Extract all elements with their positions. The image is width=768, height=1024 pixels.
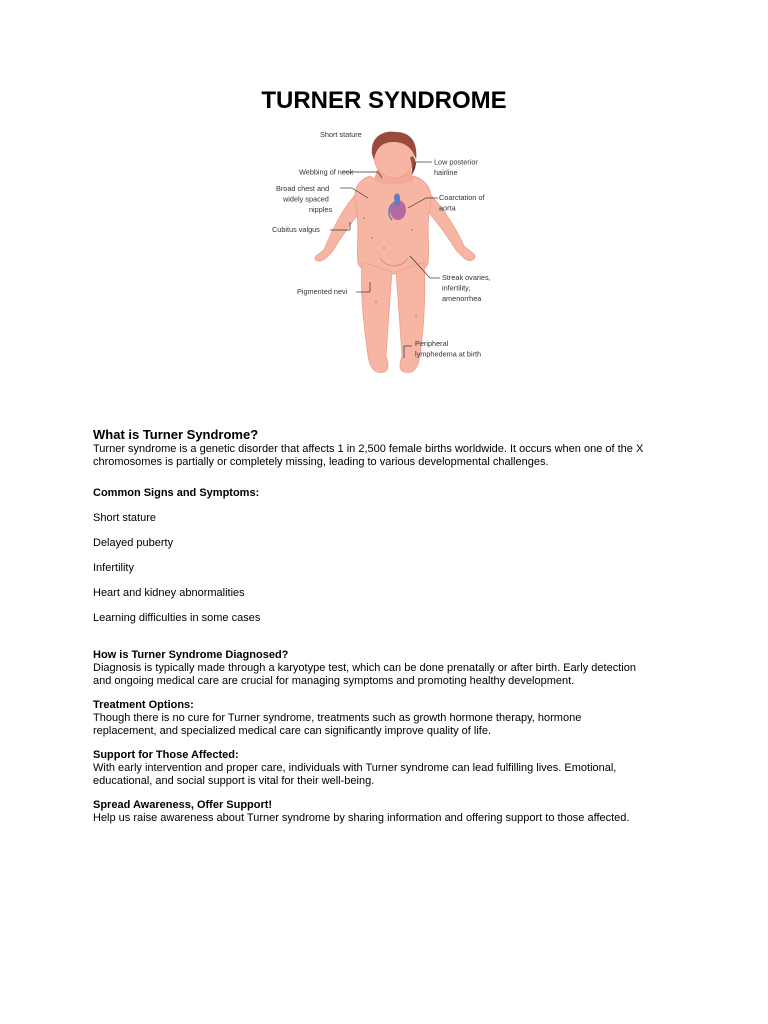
- paragraph-line: Though there is no cure for Turner syndrome, treatments such as growth hormone therapy, hormone: [93, 712, 582, 724]
- section-heading-signs: Common Signs and Symptoms:: [93, 487, 260, 499]
- label-coarctation-line2: aorta: [439, 203, 456, 213]
- label-low-hairline-line1: Low posterior: [434, 157, 478, 167]
- paragraph-line: Help us raise awareness about Turner syndrome by sharing information and offering support to those affected.: [93, 812, 630, 824]
- label-streak-ovaries-line2: infertility,: [442, 283, 471, 293]
- paragraph-line: educational, and social support is vital for their well-being.: [93, 774, 375, 787]
- label-broad-chest-line1: Broad chest and: [276, 184, 330, 193]
- symptom-item: Short stature: [93, 512, 156, 524]
- section-heading-diagnosis: How is Turner Syndrome Diagnosed?: [93, 649, 289, 661]
- label-broad-chest-line2: widely spaced: [283, 194, 329, 204]
- label-coarctation-line1: Coarctation of: [439, 193, 485, 202]
- section-heading-what-is: What is Turner Syndrome?: [93, 427, 259, 442]
- section-heading-support: Support for Those Affected:: [93, 749, 239, 761]
- left-leg: [361, 262, 392, 372]
- symptom-item: Learning difficulties in some cases: [93, 612, 261, 624]
- label-broad-chest-line3: nipples: [309, 205, 333, 214]
- paragraph-line: Diagnosis is typically made through a karyotype test, which can be done prenatally or after birth. Early detection: [93, 662, 636, 674]
- paragraph-line: and ongoing medical care are crucial for managing symptoms and promoting healthy development.: [93, 674, 575, 687]
- label-streak-ovaries-line3: amenorrhea: [442, 294, 482, 303]
- section-heading-awareness: Spread Awareness, Offer Support!: [93, 799, 273, 811]
- torso: [355, 176, 431, 274]
- label-pigmented-nevi: Pigmented nevi: [297, 287, 348, 296]
- label-streak-ovaries-line1: Streak ovaries,: [442, 273, 491, 282]
- page-title: TURNER SYNDROME: [261, 87, 507, 114]
- turner-syndrome-illustration: [266, 126, 502, 378]
- paragraph-line: replacement, and specialized medical care can significantly improve quality of life.: [93, 724, 492, 737]
- body-diagram: [266, 126, 502, 378]
- article-body: [93, 427, 693, 825]
- label-lymphedema-line2: lymphedema at birth: [415, 349, 482, 359]
- paragraph-line: chromosomes is partially or completely missing, leading to various developmental challenges.: [93, 455, 549, 468]
- label-low-hairline-line2: hairline: [434, 168, 458, 177]
- symptom-item: Heart and kidney abnormalities: [93, 587, 245, 599]
- label-short-stature: Short stature: [320, 130, 362, 139]
- symptom-item: Infertility: [93, 562, 134, 574]
- label-cubitus-valgus: Cubitus valgus: [272, 225, 320, 234]
- paragraph-line: Turner syndrome is a genetic disorder that affects 1 in 2,500 female births worldwide. It occurs when one of the X: [93, 443, 644, 455]
- paragraph-line: With early intervention and proper care, individuals with Turner syndrome can lead fulfilling lives. Emotional,: [93, 762, 617, 774]
- label-lymphedema-line1: Peripheral: [415, 339, 449, 348]
- right-arm: [424, 192, 475, 261]
- section-heading-treatment: Treatment Options:: [93, 699, 194, 711]
- symptom-item: Delayed puberty: [93, 537, 174, 549]
- label-webbing-of-neck: Webbing of neck: [299, 167, 354, 177]
